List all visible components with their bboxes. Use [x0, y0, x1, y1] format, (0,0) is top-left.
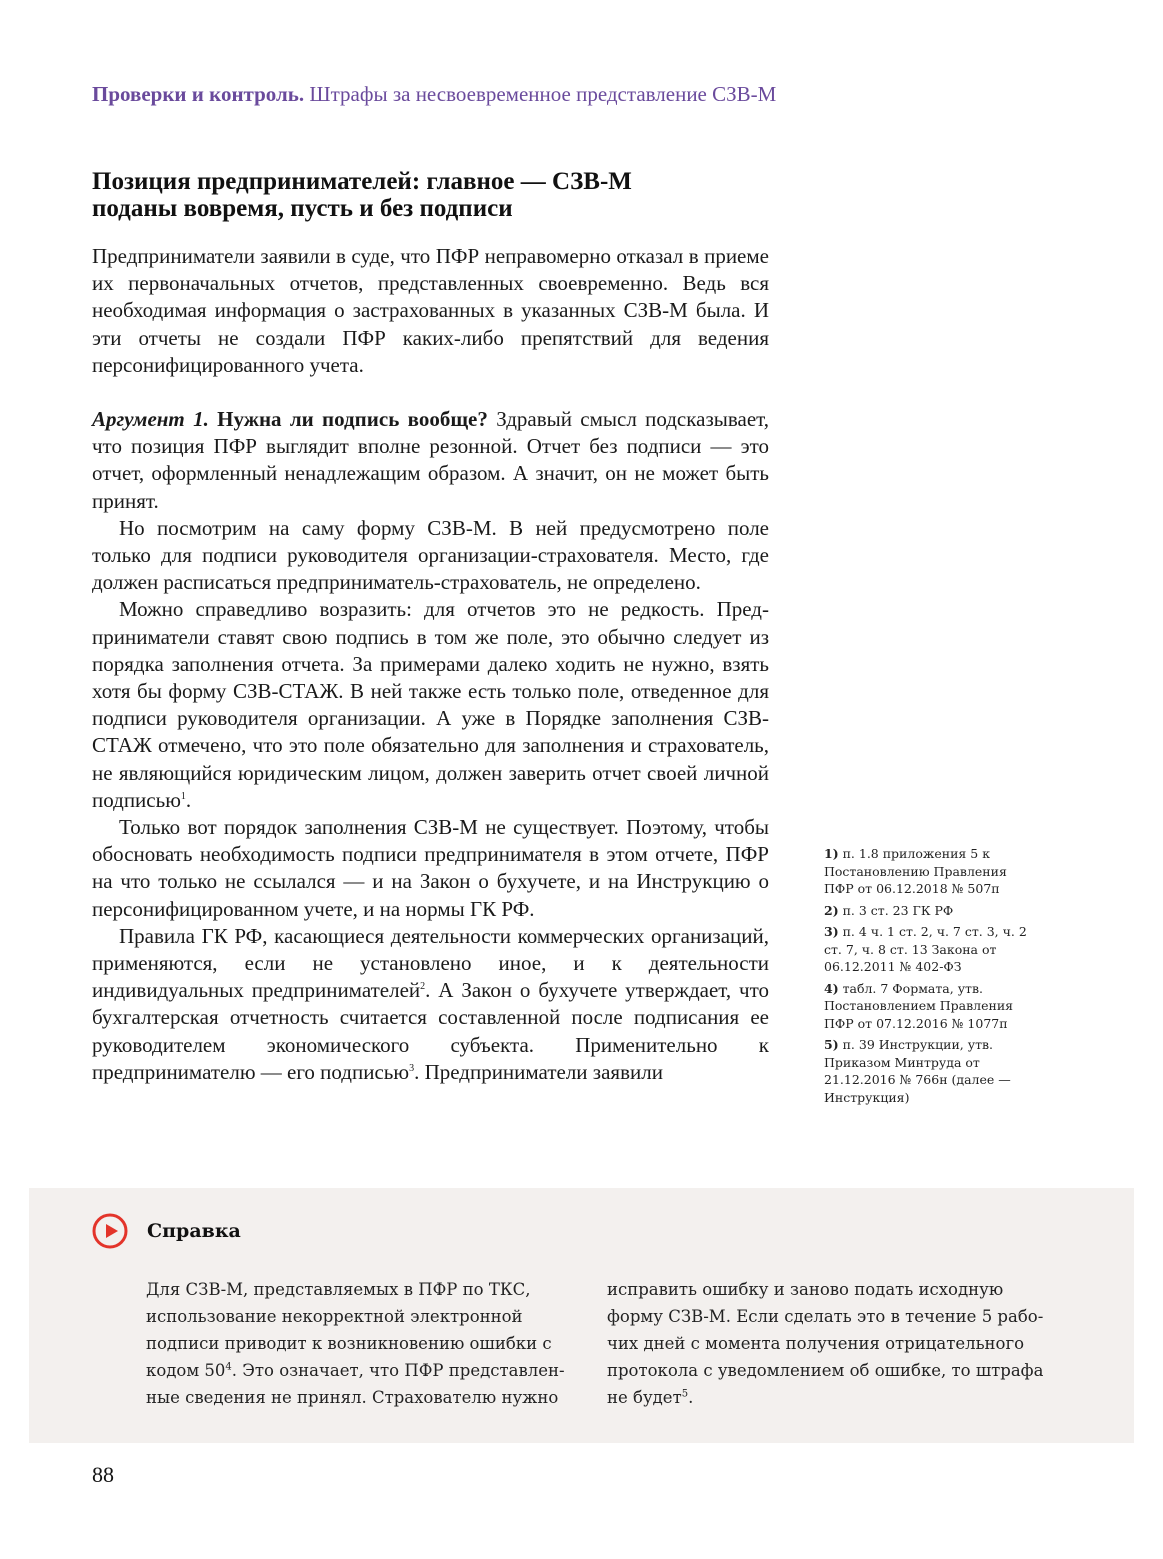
- callout-column-left: [146, 1276, 576, 1411]
- reference-callout: [29, 1188, 1134, 1443]
- footnote-text: п. 3 ст. 23 ГК РФ: [838, 902, 954, 918]
- paragraph-argument-1: [92, 406, 769, 515]
- callout-text: . Это означает, что ПФР представленные сведения не принял. Страхователю нужно: [146, 1361, 565, 1407]
- footnote-text: п. 4 ч. 1 ст. 2, ч. 7 ст. 3, ч. 2 ст. 7, ч. 8 ст. 13 Закона от 06.12.2011 № 402-ФЗ: [824, 924, 1027, 974]
- callout-column-right: [607, 1276, 1047, 1411]
- play-circle-icon: [92, 1213, 128, 1249]
- paragraph-szv-stazh: [92, 596, 769, 814]
- callout-text-right: [607, 1276, 1047, 1411]
- footnote-ref-2[interactable]: 2: [420, 981, 426, 993]
- footnote-number: 1): [824, 846, 839, 861]
- footnote-ref-3[interactable]: 3: [409, 1062, 415, 1074]
- footnote-1: [824, 845, 1039, 898]
- paragraph-text: . Предприниматели заявили: [414, 1059, 663, 1084]
- argument-question: Нужна ли подпись вообще?: [217, 407, 488, 432]
- footnote-text: п. 1.8 приложения 5 к Постановлению Правления ПФР от 06.12.2018 № 507п: [824, 846, 1007, 896]
- callout-text: исправить ошибку и заново подать исходную форму СЗВ-М. Если сделать это в течение 5 рабочих дней с момента получения отрицательного протокола с уведомлением об ошибке, то штрафа не будет: [607, 1280, 1044, 1407]
- paragraph-text: . А Закон о бухучете утверждает, что бухгалтерская отчетность считается составленной после подписания ее руководителем экономического субъекта. Применительно к предпринимателю — его подписью: [92, 978, 769, 1084]
- footnote-ref-1[interactable]: 1: [180, 790, 186, 802]
- footnote-4: [824, 980, 1039, 1033]
- footnote-number: 5): [824, 1037, 839, 1052]
- footnote-5: [824, 1036, 1039, 1106]
- title-line-2: поданы вовремя, пусть и без подписи: [92, 195, 513, 222]
- paragraph-end: .: [185, 787, 192, 812]
- section-title: [92, 168, 782, 222]
- callout-text: .: [688, 1388, 694, 1407]
- paragraph-form-field: Но посмотрим на саму форму СЗВ-М. В ней предусмотрено поле только для подписи руководителя организации-страхователя. Место, где должен расписаться предприниматель-страхователь, не определено.: [92, 515, 769, 595]
- footnote-text: табл. 7 Формата, утв. Постановлением Правления ПФР от 07.12.2016 № 1077п: [824, 980, 1014, 1031]
- footnote-number: 2): [824, 902, 839, 918]
- argument-label: Аргумент 1.: [92, 407, 209, 432]
- callout-title: Справка: [147, 1220, 241, 1242]
- paragraph-intro: Предприниматели заявили в суде, что ПФР неправомерно отказал в приеме их первоначальных отчетов, представленных своевременно. Ведь вся необходимая информация о застрахованных в указанных СЗВ-М была. И эти отчеты не создали ПФР каких-либо препятствий для ведения персонифицированного учета.: [92, 244, 769, 377]
- footnote-number: 3): [824, 924, 839, 939]
- paragraph-no-procedure: Только вот порядок заполнения СЗВ-М не существует. Поэтому, чтобы обосновать необходимость подписи предпринимателя в этом отчете, ПФР на что только не ссылался — и на Закон о бухучете, и на Инструкцию о персонифицированном учете, и на нормы ГК РФ.: [92, 815, 769, 921]
- header-section: Проверки и контроль.: [92, 82, 305, 106]
- running-header: [92, 82, 776, 107]
- paragraph-civil-code: [92, 923, 769, 1086]
- footnote-2: [824, 902, 1039, 920]
- scalloped-edge: [29, 1184, 1134, 1192]
- footnote-text: п. 39 Инструкции, утв. Приказом Минтруда от 21.12.2016 № 766н (далее — Инструкция): [824, 1037, 1011, 1105]
- callout-text: Для СЗВ-М, представляемых в ПФР по ТКС, использование некорректной электронной подписи приводит к возникновению ошибки с кодом 50: [146, 1280, 552, 1380]
- page-number: 88: [92, 1462, 114, 1487]
- footnotes-sidebar: [824, 845, 1039, 1110]
- footnote-ref-4[interactable]: 4: [225, 1361, 232, 1373]
- footnote-ref-5[interactable]: 5: [681, 1388, 689, 1400]
- paragraph-text: Можно справедливо возразить: для отчетов это не редкость. Предприниматели ставят свою подпись в том же поле, это обычно следует из порядка заполнения отчета. За примерами далеко ходить не нужно, взять хотя бы форму СЗВ-СТАЖ. В ней также есть только поле, отведенное для подписи руководителя организации. А уже в Порядке заполнения СЗВ-СТАЖ отмечено, что это поле обязательно для заполнения и страхователь, не являющийся юридическим лицом, должен заверить отчет своей личной подписью: [92, 597, 769, 812]
- footnote-number: 4): [824, 980, 839, 996]
- footnote-3: [824, 923, 1039, 976]
- paragraph-text: Правила ГК РФ, касающиеся деятельности коммерческих организаций, применяются, если не установлено иное, и к деятельности индивидуальных предпринимателей: [92, 923, 769, 1003]
- header-subtitle: Штрафы за несвоевременное представление СЗВ-М: [309, 82, 777, 106]
- article-body: [92, 243, 769, 1086]
- argument-text: Здравый смысл подсказывает, что позиция ПФР выглядит вполне резонной. Отчет без подписи — это отчет, оформленный ненадлежащим образом. А значит, он не может быть принят.: [92, 407, 769, 513]
- callout-text-left: [146, 1276, 576, 1411]
- title-line-1: Позиция предпринимателей: главное — СЗВ-М: [92, 168, 632, 195]
